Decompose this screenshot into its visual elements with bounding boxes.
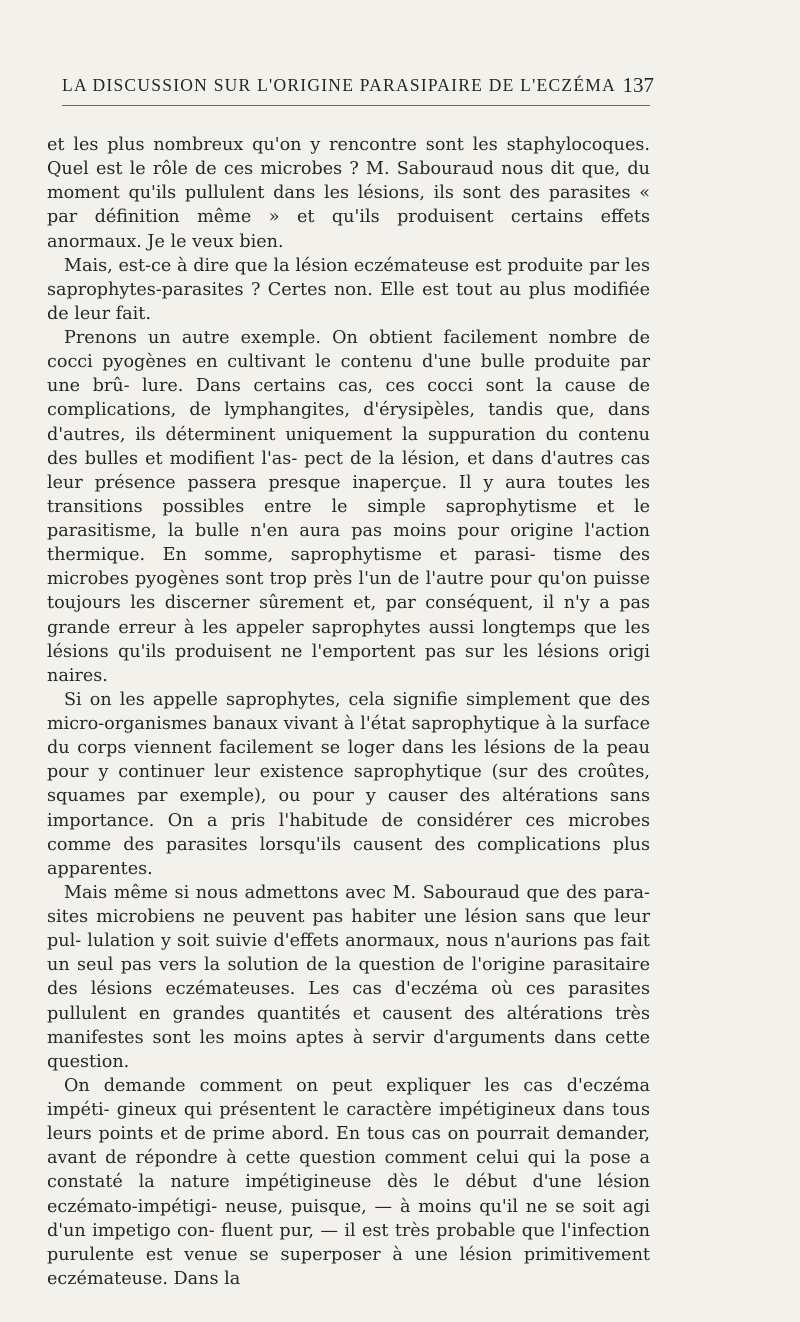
running-head	[62, 72, 654, 98]
paragraph-lesion-produite: Mais, est-ce à dire que la lésion eczémateuse est produite par les saprophytes-parasites ? Certes non. Elle est tout au plus modifiée de leur fait.	[47, 255, 650, 324]
paragraph-saprophytes: Si on les appelle saprophytes, cela signifie simplement que des micro-organismes banaux vivant à l'état saprophytique à la surface du corps viennent facilement se loger dans les lésions de la peau pour y continuer leur existence saprophytique (sur des croûtes, squames par exemple), ou pour y causer des altérations sans importance. On a pris l'habitude de considérer ces microbes comme des parasites lorsqu'ils causent des complications plus apparentes.	[47, 689, 650, 879]
running-title: LA DISCUSSION SUR L'ORIGINE PARASIPAIRE DE L'ECZÉMA	[62, 75, 616, 95]
page-number: 137	[622, 73, 654, 97]
paragraph-autre-exemple: Prenons un autre exemple. On obtient facilement nombre de cocci pyogènes en cultivant le contenu d'une bulle produite par une brû- lure. Dans certains cas, ces cocci sont la cause de complications, de lymphangites, d'érysipèles, tandis que, dans d'autres, ils déterminent uniquement la suppuration du contenu des bulles et modifient l'as- pect de la lésion, et dans d'autres cas leur présence passera presque inaperçue. Il y aura toutes les transitions possibles entre le simple saprophytisme et le parasitisme, la bulle n'en aura pas moins pour origine l'action thermique. En somme, saprophytisme et parasi- tisme des microbes pyogènes sont trop près l'un de l'autre pour qu'on puisse toujours les discerner sûrement et, par conséquent, il n'y a pas grande erreur à les appeler saprophytes aussi longtemps que les lésions qu'ils produisent ne l'emportent pas sur les lésions origi naires.	[47, 328, 650, 686]
header-rule	[62, 105, 650, 106]
paragraph-sabouraud: Mais même si nous admettons avec M. Sabouraud que des para- sites microbiens ne peuvent pas habiter une lésion sans que leur pul- lulation y soit suivie d'effets anormaux, nous n'aurions pas fait un seul pas vers la solution de la question de l'origine parasitaire des lésions eczémateuses. Les cas d'eczéma où ces parasites pullulent en grandes quantités et causent des altérations très manifestes sont les moins aptes à servir d'arguments dans cette question.	[47, 882, 650, 1072]
paragraph-eczema-impetigineux: On demande comment on peut expliquer les cas d'eczéma impéti- gineux qui présentent le caractère impétigineux dans tous leurs points et de prime abord. En tous cas on pourrait demander, avant de répondre à cette question comment celui qui la pose a constaté la nature impétigineuse dès le début d'une lésion eczémato-impétigi- neuse, puisque, — à moins qu'il ne se soit agi d'un impetigo con- fluent pur, — il est très probable que l'infection purulente est venue se superposer à une lésion primitivement eczémateuse. Dans la	[47, 1075, 650, 1289]
paragraph-continuation: et les plus nombreux qu'on y rencontre sont les staphylocoques. Quel est le rôle de ces microbes ? M. Sabouraud nous dit que, du moment qu'ils pullulent dans les lésions, ils sont des parasites « par définition même » et qu'ils produisent certains effets anormaux. Je le veux bien.	[47, 135, 650, 252]
body-text	[47, 133, 650, 1291]
